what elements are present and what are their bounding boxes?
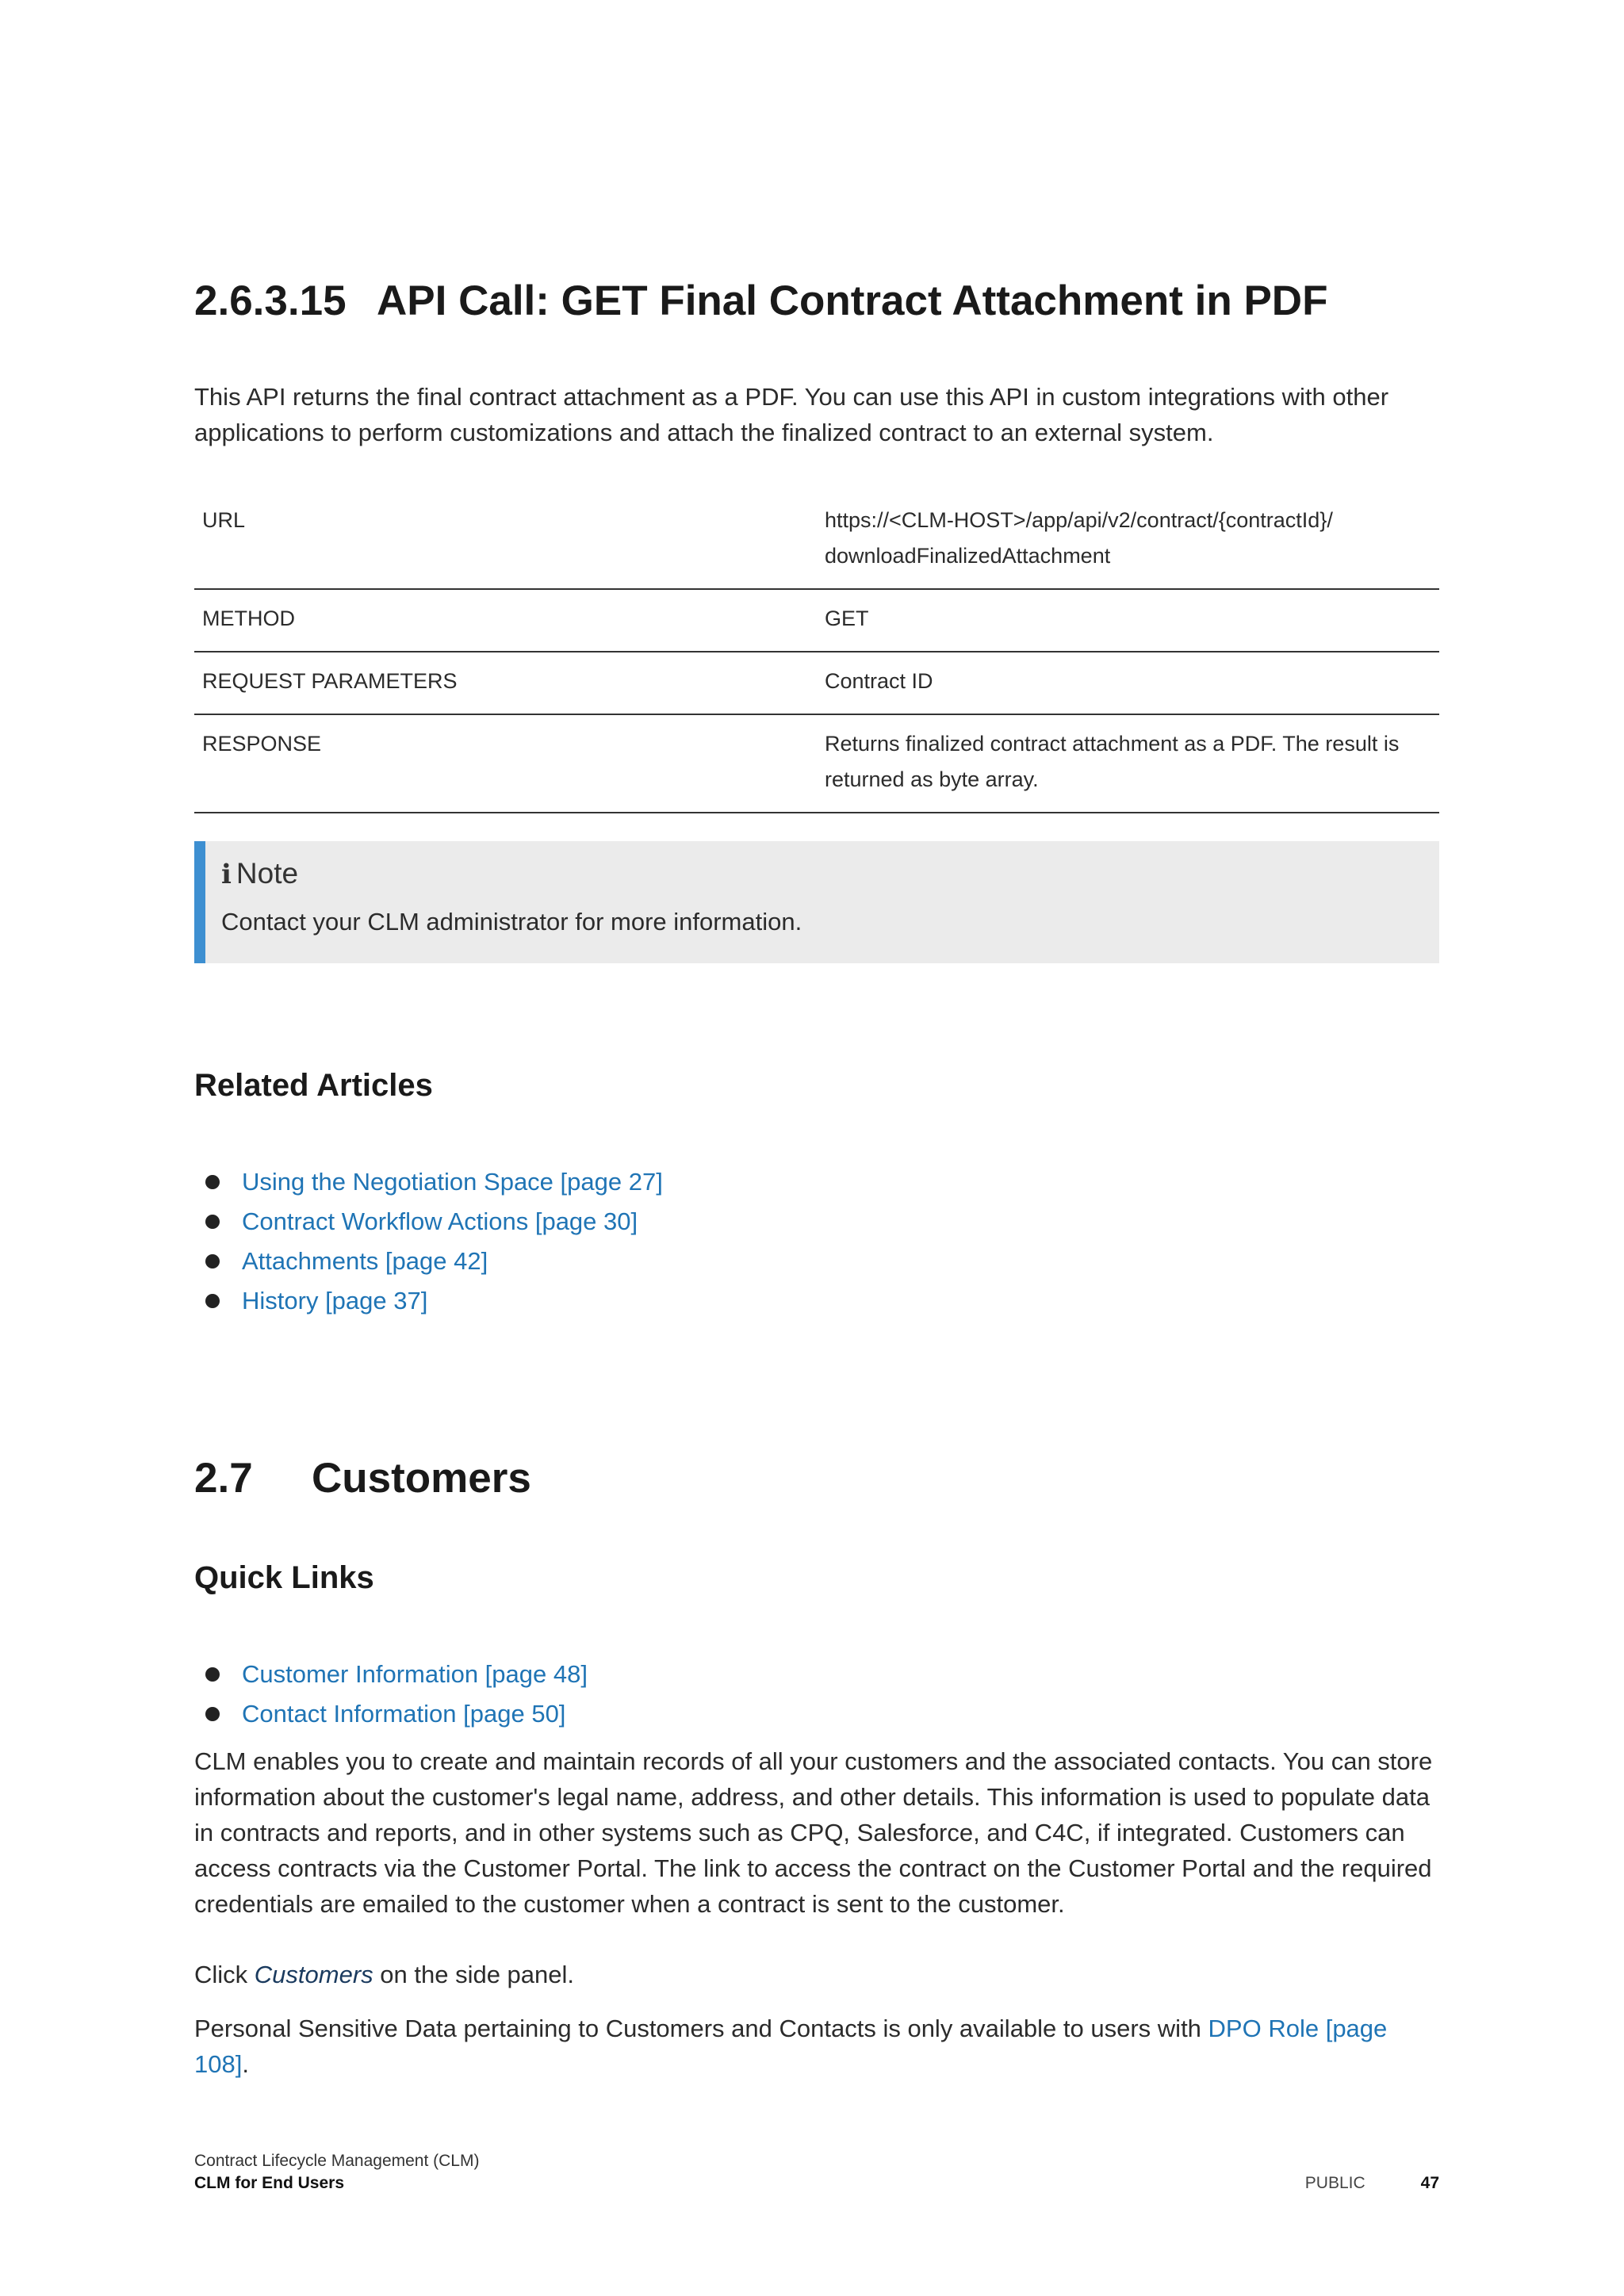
customers-section-number: 2.7 bbox=[194, 1455, 253, 1502]
table-value-line: https://<CLM-HOST>/app/api/v2/contract/{contractId}/ bbox=[825, 508, 1333, 532]
related-link[interactable]: Contract Workflow Actions [page 30] bbox=[242, 1207, 638, 1235]
table-value: Contract ID bbox=[817, 652, 1439, 714]
related-link[interactable]: History [page 37] bbox=[242, 1287, 428, 1314]
table-row bbox=[194, 652, 1439, 714]
section-number: 2.6.3.15 bbox=[194, 277, 347, 324]
dpo-role-link[interactable]: DPO Role [page 108] bbox=[194, 2015, 1388, 2078]
table-row bbox=[194, 492, 1439, 589]
bullet-icon bbox=[205, 1667, 220, 1682]
related-articles-heading: Related Articles bbox=[194, 1068, 433, 1103]
instruction-prefix: Click bbox=[194, 1961, 255, 1988]
personal-data-paragraph bbox=[194, 2011, 1439, 2082]
note-text: Contact your CLM administrator for more information. bbox=[221, 908, 802, 936]
bullet-icon bbox=[205, 1294, 220, 1308]
related-articles-list bbox=[194, 1162, 663, 1321]
section-title bbox=[194, 273, 1327, 330]
table-key: URL bbox=[194, 492, 817, 589]
api-table bbox=[194, 492, 1439, 813]
customers-section-title bbox=[194, 1450, 531, 1507]
quick-links-heading: Quick Links bbox=[194, 1560, 374, 1595]
bullet-icon bbox=[205, 1707, 220, 1721]
personal-data-suffix: . bbox=[242, 2050, 249, 2078]
table-key: REQUEST PARAMETERS bbox=[194, 652, 817, 714]
footer-guide: CLM for End Users bbox=[194, 2174, 345, 2192]
bullet-icon bbox=[205, 1175, 220, 1189]
quick-link[interactable]: Contact Information [page 50] bbox=[242, 1700, 566, 1728]
bullet-icon bbox=[205, 1215, 220, 1229]
list-item bbox=[194, 1655, 588, 1694]
table-value-line: Returns finalized contract attachment as a PDF. The result is bbox=[825, 732, 1400, 756]
table-value-line: downloadFinalizedAttachment bbox=[825, 544, 1111, 568]
table-row bbox=[194, 714, 1439, 813]
footer-product: Contract Lifecycle Management (CLM) bbox=[194, 2152, 480, 2170]
list-item bbox=[194, 1694, 588, 1734]
table-value-line: returned as byte array. bbox=[825, 767, 1039, 791]
related-link[interactable]: Attachments [page 42] bbox=[242, 1247, 488, 1275]
list-item bbox=[194, 1162, 663, 1202]
instruction-suffix: on the side panel. bbox=[373, 1961, 575, 1988]
quick-link[interactable]: Customer Information [page 48] bbox=[242, 1660, 588, 1688]
related-link[interactable]: Using the Negotiation Space [page 27] bbox=[242, 1168, 663, 1196]
page-footer bbox=[194, 2150, 1439, 2195]
personal-data-text: Personal Sensitive Data pertaining to Customers and Contacts is only available to users with bbox=[194, 2015, 1208, 2042]
customers-section-title-text: Customers bbox=[312, 1455, 531, 1502]
table-value bbox=[817, 492, 1439, 589]
table-key: METHOD bbox=[194, 589, 817, 652]
note-heading bbox=[221, 849, 298, 899]
footer-classification: PUBLIC bbox=[1304, 2174, 1365, 2192]
page-number: 47 bbox=[1420, 2174, 1439, 2192]
section-title-text: API Call: GET Final Contract Attachment in PDF bbox=[377, 277, 1328, 324]
customers-instruction bbox=[194, 1957, 1439, 1992]
footer-right bbox=[1305, 2172, 1439, 2195]
bullet-icon bbox=[205, 1254, 220, 1269]
table-value: GET bbox=[817, 589, 1439, 652]
customers-description: CLM enables you to create and maintain records of all your customers and the associated contacts. You can store information about the customer's legal name, address, and other details. This information is used to populate data in contracts and reports, and in other systems such as CPQ, Salesforce, and C4C, if integrated. Customers can access contracts via the Customer Portal. The link to access the contract on the Customer Portal and the required credentials are emailed to the customer when a contract is sent to the customer. bbox=[194, 1747, 1433, 1918]
note-box bbox=[194, 841, 1439, 963]
customers-ui-label: Customers bbox=[254, 1961, 373, 1988]
intro-paragraph: This API returns the final contract attachment as a PDF. You can use this API in custom integrations with other applications to perform customizations and attach the finalized contract to an external system. bbox=[194, 383, 1389, 446]
table-key: RESPONSE bbox=[194, 714, 817, 813]
table-row bbox=[194, 589, 1439, 652]
info-icon: i bbox=[221, 859, 232, 890]
note-title: Note bbox=[236, 857, 299, 890]
quick-links-list bbox=[194, 1655, 588, 1734]
list-item bbox=[194, 1281, 663, 1321]
table-value bbox=[817, 714, 1439, 813]
list-item bbox=[194, 1202, 663, 1242]
list-item bbox=[194, 1242, 663, 1281]
